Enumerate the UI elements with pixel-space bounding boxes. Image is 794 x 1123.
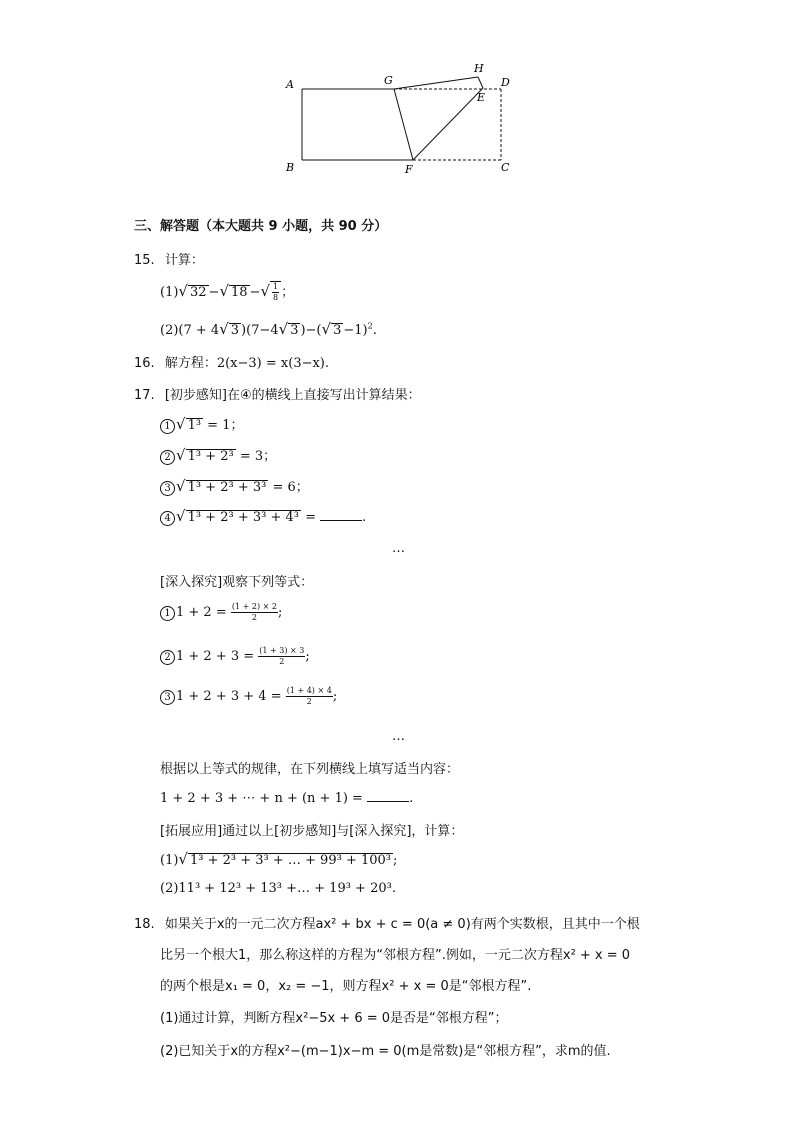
segment-EF (413, 88, 486, 160)
q17-number: 17. (134, 388, 155, 403)
q16-stem: 解方程： (164, 356, 217, 371)
q17-eq-3: 3 1 + 2 + 3 + 4 = $\frac{(1 + 4) \times 4}{2}$ ; (160, 686, 337, 707)
q17-eq-2: 2 1 + 2 + 3 = $\frac{(1 + 3) \times 3}{2}$ ; (160, 646, 310, 667)
q18-line2: 比另一个根大1，那么称这样的方程为“邻根方程”.例如，一元二次方程x² + x = 0 (160, 948, 631, 963)
segment-GH (394, 77, 478, 89)
answer-blank[interactable] (320, 508, 362, 521)
q17-item-3: 3 √ 1³ + 2³ + 3³ = 6； (160, 476, 309, 496)
radicand-18: 18 (231, 285, 248, 300)
q16-equation: 2(x−3) = x(3−x). (216, 356, 330, 371)
ellipsis-1: … (392, 541, 405, 556)
q18-line5: (2)已知关于x的方程x²−(m−1)x−m = 0(m是常数)是“邻根方程”，求m的值. (160, 1044, 611, 1059)
q15-stem (134, 249, 204, 268)
q15-p1-label: (1) (160, 285, 179, 300)
q15-text: 计算： (164, 253, 204, 268)
ellipsis-2: … (392, 729, 405, 744)
label-E: E (477, 91, 486, 104)
q17-item-4: 4 √ 1³ + 2³ + 3³ + 4³ = . (160, 507, 366, 526)
q15-part2: (2)(7 + 4√ 3 )(7−4√ 3 )−(√ 3 −1)$^2$. (160, 320, 377, 338)
q16-number: 16. (134, 356, 155, 371)
label-B: B (286, 161, 295, 174)
label-H: H (474, 62, 484, 75)
q18-number: 18. (134, 917, 155, 932)
q17-sum-line: 1 + 2 + 3 + ⋯ + n + (n + 1) = . (160, 791, 414, 806)
q17-item-2: 2 √ 1³ + 2³ = 3； (160, 445, 276, 465)
q17-apply-1: (1)√ 1³ + 2³ + 3³ + … + 99³ + 100³ ; (160, 850, 398, 868)
q18-line4: (1)通过计算，判断方程x²−5x + 6 = 0是否是“邻根方程”； (160, 1011, 508, 1026)
q17-eq-1: 1 1 + 2 = $\frac{(1 + 2) \times 2}{2}$ ; (160, 602, 282, 623)
q15-number: 15. (134, 253, 155, 268)
segment-HE (478, 77, 483, 88)
sum-blank[interactable] (367, 789, 409, 802)
q15-part1: (1)√ 32 −√ 18 −√ $\frac{1}{8}$ ； (160, 282, 295, 302)
q17-rule: 根据以上等式的规律，在下列横线上填写适当内容： (160, 762, 460, 777)
q18-line3: 的两个根是x₁ = 0，x₂ = −1，则方程x² + x = 0是“邻根方程”. (160, 979, 532, 994)
q17-apply-2: (2)11³ + 12³ + 13³ +… + 19³ + 20³. (160, 881, 396, 896)
radicand-32: 32 (189, 285, 207, 300)
q17-intro-text: [初步感知]在④的横线上直接写出计算结果： (164, 388, 421, 403)
label-D: D (501, 76, 510, 89)
q17-intro (134, 384, 421, 403)
q17-item-1: 1 √ 1³ = 1； (160, 414, 243, 434)
q17-explore: [深入探究]观察下列等式： (160, 575, 314, 590)
section-title: 三、解答题（本大题共 9 小题，共 90 分） (134, 219, 388, 234)
q18-line1: 18. 如果关于x的一元二次方程ax² + bx + c = 0(a ≠ 0)有两个实数根，且其中一个根 (134, 917, 640, 932)
frac-den-8: 8 (273, 293, 279, 302)
frac-num-1: 1 (273, 282, 279, 291)
label-G: G (384, 74, 393, 87)
q16 (134, 352, 329, 371)
label-F: F (405, 163, 413, 176)
segment-GF (394, 89, 413, 160)
label-C: C (501, 161, 510, 174)
q17-apply: [拓展应用]通过以上[初步感知]与[深入探究]，计算： (160, 824, 464, 839)
geometry-figure (270, 55, 530, 180)
label-A: A (286, 78, 294, 91)
